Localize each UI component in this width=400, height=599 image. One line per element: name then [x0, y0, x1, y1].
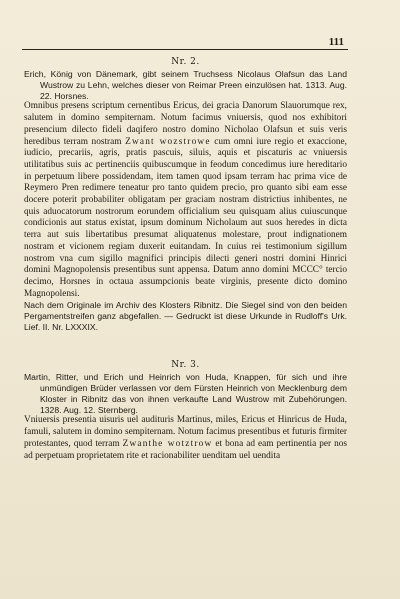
document-number: Nr. 3.	[171, 360, 200, 371]
header-rule	[22, 49, 348, 50]
body-text-part: Vniuersis presentia uisuris uel audituris Martinus, miles, Ericus et Hinricus de Huda, famuli, salutem in domino sempiternam. Notum facimus presentibus et futuris firmiter protestantes, quod terram	[24, 415, 347, 449]
document-body	[24, 101, 347, 300]
document-section-3	[24, 360, 347, 462]
document-summary: Martin, Ritter, und Erich und Heinrich von Huda, Knappen, für sich und ihre unmündigen Brüder verlassen vor dem Fürsten Heinrich von Mecklenburg dem Kloster in Ribnitz das von ihnen verkaufte Land Wustrow mit Zubehörungen. 1328. Aug. 12. Sternberg.	[24, 371, 347, 415]
source-note: Nach dem Originale im Archiv des Klosters Ribnitz. Die Siegel sind von den beiden Pergamentstreifen ganz abgefallen. — Gedruckt ist diese Urkunde in Rudloff's Urk. Lief. II. Nr. LXXXIX.	[24, 300, 347, 333]
document-section-2	[24, 57, 347, 333]
page-number: 111	[328, 36, 344, 48]
body-text-part: cum omni iure regio et exaccione, iudicio, precariis, agris, pratis pascuis, siluis, aquis et piscaturis ac vniuersis utilitatibus suis ac pertinenciis quibuscumque in feodum concedimus iure hereditario in perpetuum libere possidendam, item tamen quod ipsam terram hac prima vice de Reymero Pren redimere teneatur pro tanto quidem precio, pro quanto sibi eam esse docere poterit probabiliter obligatam per graciam nostram districtius inhibentes, ne quis aduocatorum nostrorum eorundem officialium seu quisquam alius cuiuscunque condicionis aut status existat, ipsum dominum Nicholaum aut suos heredes in dicta terra aut suis libertatibus presumat aliquatenus molestare, prout indignationem nostram et vicionem regiam duxerit euitandam. In cuius rei testimonium sigillum nostrom vna cum sigillo magnifici principis dilecti generi nostri domini Hinrici domini Magnopolensis presentibus sunt appensa. Datum anno domini MCCC° tercio decimo, Horsnes in octaua assumpcionis beate virginis, presente dicto domino Magnopolensi.	[24, 136, 347, 299]
body-emphasis: Zwanthe wotztrow	[122, 438, 213, 449]
document-body	[24, 415, 347, 462]
body-text-part: et bona ad eam pertinentia per nos ad perpetuam proprietatem rite et racionabiliter uenditam uel uendita	[24, 438, 347, 461]
body-text-part: Omnibus presens scriptum cernentibus Ericus, dei gracia Danorum Slauorumque rex, salutem in domino sempiternam. Notum facimus vniuersis, quod nos exhibitori presencium dilecto fideli daqifero nostro domino Nicholao Olafsun et suis veris heredibus terram nostram	[24, 101, 347, 147]
page-content	[24, 57, 347, 462]
document-summary: Erich, König von Dänemark, gibt seinem Truchsess Nicolaus Olafsun das Land Wustrow zu Lehn, welches dieser von Reimar Preen einzulösen hat. 1313. Aug. 22. Horsnes.	[24, 68, 347, 101]
body-emphasis: Zwant wozstrowe	[125, 136, 211, 147]
document-number: Nr. 2.	[171, 57, 200, 67]
